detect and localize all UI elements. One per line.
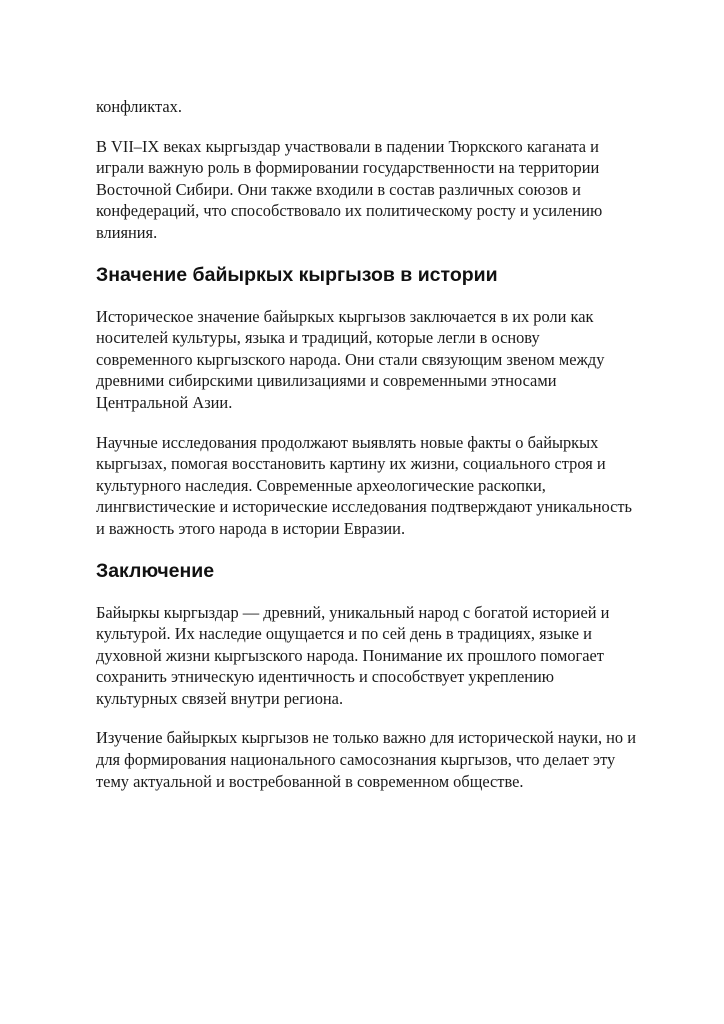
paragraph: Байыркы кыргыздар — древний, уникальный народ с богатой историей и культурой. Их наследие ощущается и по сей день в традициях, языке и духовной жизни кыргызского народа. Понимание их прошлого помогает сохранить этническую идентичность и способствует укреплению культурных связей внутри региона.	[96, 602, 610, 708]
paragraph: Изучение байыркых кыргызов не только важно для исторической науки, но и для формирования национального самосознания кыргызов, что делает эту тему актуальной и востребованной в современном обществе.	[96, 728, 636, 791]
section-heading: Значение байыркых кыргызов в истории	[96, 263, 498, 286]
paragraph-continuation: конфликтах.	[96, 97, 182, 116]
paragraph: Научные исследования продолжают выявлять новые факты о байыркых кыргызах, помогая восстановить картину их жизни, социального строя и культурного наследия. Современные археологические раскопки, лингвистические и исторические исследования подтверждают уникальность и важность этого народа в истории Евразии.	[96, 432, 633, 538]
section-heading: Заключение	[96, 559, 215, 582]
paragraph: Историческое значение байыркых кыргызов заключается в их роли как носителей культуры, языка и традиций, которые легли в основу современного кыргызского народа. Они стали связующим звеном между древними сибирскими цивилизациями и современными этносами Центральной Азии.	[96, 306, 605, 412]
paragraph: В VII–IX веках кыргыздар участвовали в падении Тюркского каганата и играли важную роль в формировании государственности на территории Восточной Сибири. Они также входили в состав различных союзов и конфедераций, что способствовало их политическому росту и усилению влияния.	[96, 136, 603, 242]
document-body	[96, 96, 636, 810]
